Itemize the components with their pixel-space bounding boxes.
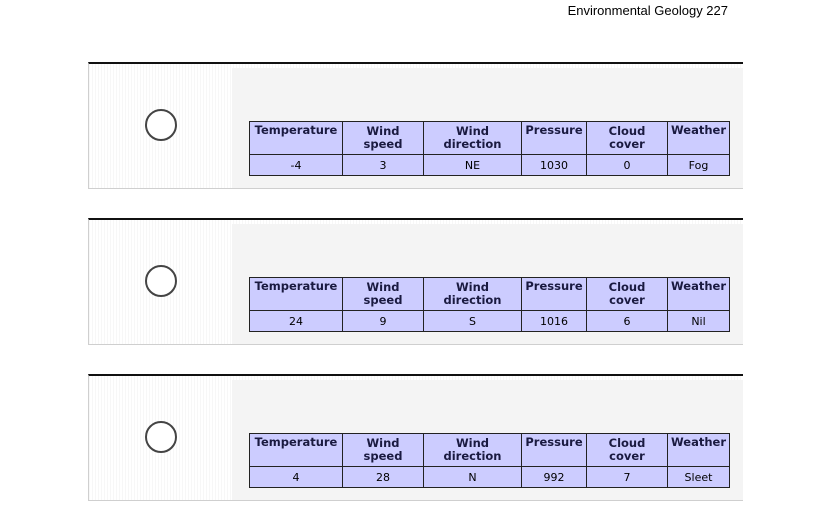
column-header-pressure: Pressure (522, 434, 587, 467)
cell-temperature: 4 (250, 467, 343, 488)
weather-table-3 (249, 433, 730, 488)
column-header-wind-direction: Wind direction (424, 434, 522, 467)
column-header-cloud-cover: Cloud cover (587, 278, 668, 311)
cell-weather: Sleet (668, 467, 730, 488)
cell-wind-direction: S (424, 311, 522, 332)
column-header-temperature: Temperature (250, 278, 343, 311)
table-row (250, 311, 730, 332)
cell-weather: Nil (668, 311, 730, 332)
column-header-cloud-cover: Cloud cover (587, 434, 668, 467)
cell-wind-speed: 9 (343, 311, 424, 332)
cell-temperature: -4 (250, 155, 343, 176)
column-header-wind-speed: Wind speed (343, 434, 424, 467)
column-header-temperature: Temperature (250, 434, 343, 467)
column-header-weather: Weather (668, 278, 730, 311)
radio-button-option-3[interactable] (145, 421, 177, 453)
column-header-temperature: Temperature (250, 122, 343, 155)
weather-table-1 (249, 121, 730, 176)
column-header-wind-speed: Wind speed (343, 278, 424, 311)
cell-pressure: 1016 (522, 311, 587, 332)
column-header-wind-direction: Wind direction (424, 278, 522, 311)
cell-wind-speed: 28 (343, 467, 424, 488)
column-header-wind-direction: Wind direction (424, 122, 522, 155)
cell-pressure: 992 (522, 467, 587, 488)
cell-pressure: 1030 (522, 155, 587, 176)
column-header-weather: Weather (668, 434, 730, 467)
cell-cloud-cover: 7 (587, 467, 668, 488)
radio-button-option-2[interactable] (145, 265, 177, 297)
column-header-pressure: Pressure (522, 278, 587, 311)
answer-option-2 (88, 218, 743, 345)
answer-option-3 (88, 374, 743, 501)
radio-button-option-1[interactable] (145, 109, 177, 141)
answer-option-1 (88, 62, 743, 189)
page-header: Environmental Geology 227 (567, 3, 728, 18)
cell-cloud-cover: 0 (587, 155, 668, 176)
cell-wind-speed: 3 (343, 155, 424, 176)
cell-cloud-cover: 6 (587, 311, 668, 332)
weather-table-2 (249, 277, 730, 332)
cell-weather: Fog (668, 155, 730, 176)
column-header-pressure: Pressure (522, 122, 587, 155)
table-header-row (250, 434, 730, 467)
table-row (250, 155, 730, 176)
cell-temperature: 24 (250, 311, 343, 332)
table-header-row (250, 122, 730, 155)
table-row (250, 467, 730, 488)
cell-wind-direction: N (424, 467, 522, 488)
column-header-wind-speed: Wind speed (343, 122, 424, 155)
column-header-cloud-cover: Cloud cover (587, 122, 668, 155)
cell-wind-direction: NE (424, 155, 522, 176)
table-header-row (250, 278, 730, 311)
column-header-weather: Weather (668, 122, 730, 155)
